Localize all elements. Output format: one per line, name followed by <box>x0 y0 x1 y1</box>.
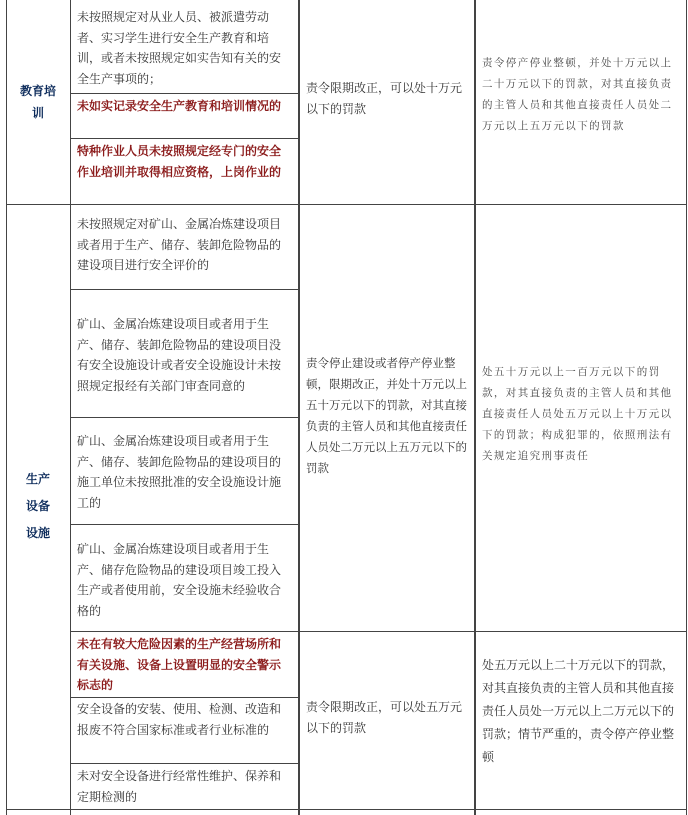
grid-line <box>298 0 300 815</box>
penalty-entity <box>300 353 474 483</box>
grid-line <box>70 289 299 290</box>
grid-line <box>70 417 299 418</box>
grid-line <box>70 697 299 698</box>
grid-line <box>474 0 476 815</box>
grid-line <box>70 0 71 815</box>
grid-line <box>70 631 687 632</box>
violation-item: 未按照规定对从业人员、被派遣劳动者、实习学生进行安全生产教育和培训，或者未按照规定如实告知有关的安全生产事项的； <box>77 10 282 86</box>
penalty-entity-text: 责令限期改正，可以处十万元以下的罚款 <box>306 81 463 116</box>
violation-item: 未按照规定对矿山、金属冶炼建设项目或者用于生产、储存、装卸危险物品的建设项目进行安全评价的 <box>77 217 282 272</box>
violation-item: 矿山、金属冶炼建设项目或者用于生产、储存、装卸危险物品的建设项目的施工单位未按照批准的安全设施设计施工的 <box>77 434 282 510</box>
violation-item: 未对安全设备进行经常性维护、保养和定期检测的 <box>77 769 282 804</box>
grid-line <box>70 763 299 764</box>
violation-item: 矿山、金属冶炼建设项目或者用于生产、储存、装卸危险物品的建设项目没有安全设施设计或者安全设施设计未按照规定报经有关部门审查同意的 <box>77 317 282 393</box>
grid-line <box>6 809 687 810</box>
penalty-entity-text: 责令限期改正，可以处五万元以下的罚款 <box>306 700 463 735</box>
grid-line <box>70 138 299 139</box>
penalty-persons-text: 责令停产停业整顿，并处十万元以上二十万元以下的罚款，对其直接负责的主管人员和其他直接责任人员处二万元以上五万元以下的罚款 <box>482 57 673 132</box>
penalty-persons-text: 处五十万元以上一百万元以下的罚款，对其直接负责的主管人员和其他直接责任人员处五万元以上十万元以下的罚款；构成犯罪的，依照刑法有关规定追究刑事责任 <box>482 366 673 462</box>
grid-line <box>70 93 299 94</box>
violation-item: 矿山、金属冶炼建设项目或者用于生产、储存危险物品的建设项目竣工投入生产或者使用前，安全设施未经验收合格的 <box>77 542 282 618</box>
grid-line <box>6 0 7 815</box>
penalty-persons-text: 处五万元以上二十万元以下的罚款，对其直接负责的主管人员和其他直接责任人员处一万元以上二万元以下的罚款；情节严重的，责令停产停业整顿 <box>482 658 675 764</box>
penalty-persons <box>476 53 686 153</box>
violation-item-highlight: 特种作业人员未按照规定经专门的安全作业培训并取得相应资格，上岗作业的 <box>77 144 282 179</box>
category-label: 生产设备设施 <box>25 472 50 540</box>
violation-item-highlight: 未如实记录安全生产教育和培训情况的 <box>77 99 282 113</box>
violation-item-highlight: 未在有较大危险因素的生产经营场所和有关设施、设备上设置明显的安全警示标志的 <box>77 637 282 692</box>
penalty-persons <box>476 362 686 472</box>
penalty-entity <box>300 697 474 747</box>
penalty-entity <box>300 78 474 128</box>
violation-item: 安全设备的安装、使用、检测、改造和报废不符合国家标准或者行业标准的 <box>77 702 282 737</box>
grid-line <box>70 524 299 525</box>
category-education-training <box>6 0 70 204</box>
penalty-entity-text: 责令停止建设或者停产停业整顿，限期改正，并处十万元以上五十万元以下的罚款，对其直接负责的主管人员和其他直接责任人员处二万元以上五万元以下的罚款 <box>306 356 467 475</box>
grid-line <box>686 0 687 815</box>
category-production-equipment <box>6 205 70 808</box>
category-label: 教育培训 <box>19 84 56 120</box>
penalty-persons <box>476 654 686 784</box>
grid-line <box>6 204 687 205</box>
